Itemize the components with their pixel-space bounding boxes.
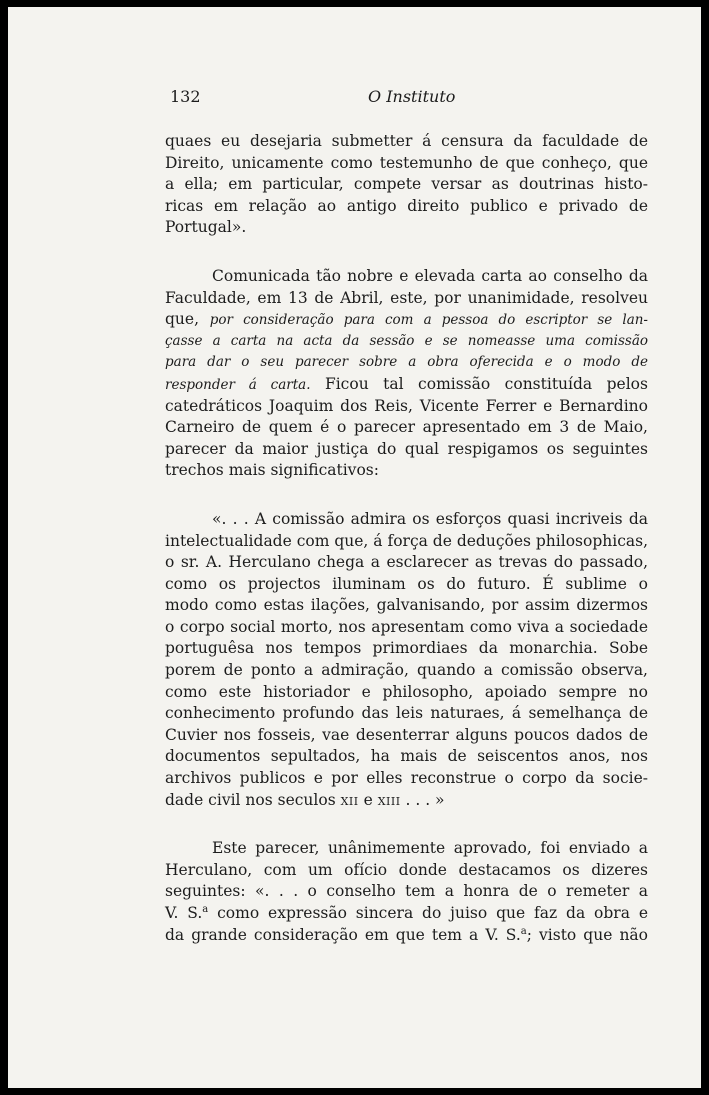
text-line: Carneiro de quem é o parecer apresentado em 3 de Maio, <box>165 418 648 437</box>
quote-line: o sr. A. Herculano chega a esclarecer as trevas do passado, <box>165 553 648 572</box>
page-body <box>165 131 648 946</box>
text-line: Direito, unicamente como testemunho de que conheço, que <box>165 153 648 172</box>
quote-line: conhecimento profundo das leis naturaes, á semelhança de <box>165 704 648 723</box>
paragraph-gap <box>165 239 648 266</box>
running-title: O Instituto <box>368 87 456 106</box>
text-line: trechos mais significativos: <box>165 461 379 480</box>
paragraph-gap <box>165 811 648 838</box>
roman-text: que, <box>165 310 200 329</box>
italic-line: para dar o seu parecer sobre a obra oferecida e o modo de <box>165 354 648 371</box>
text-line: Herculano, com um ofício donde destacamos os dizeres <box>165 860 648 879</box>
italic-text: por consideração para com a pessoa do escriptor se lan- <box>209 312 648 329</box>
text-line: Faculdade, em 13 de Abril, este, por unanimidade, resolveu <box>165 288 648 307</box>
century-numeral: XII <box>340 794 359 808</box>
quote-line: intelectualidade com que, á força de deduções philosophicas, <box>165 531 648 550</box>
text-line: Comunicada tão nobre e elevada carta ao conselho da <box>212 266 648 285</box>
quote-line: como este historiador e philosopho, apoiado sempre no <box>165 682 648 701</box>
quote-line: archivos publicos e por elles reconstrue o corpo da socie- <box>165 769 648 788</box>
quote-line: modo como estas ilações, galvanisando, por assim dizermos <box>165 596 648 615</box>
text-line: Este parecer, unânimemente aprovado, foi enviado a <box>212 839 648 858</box>
roman-text: ; visto que não <box>526 925 648 944</box>
text-line <box>165 309 648 331</box>
paragraph-1 <box>165 131 648 239</box>
page-sheet <box>8 7 701 1088</box>
quoted-passage <box>165 509 648 811</box>
text-line: Portugal». <box>165 218 247 237</box>
italic-line: çasse a carta na acta da sessão e se nomeasse uma comissão <box>165 332 648 349</box>
text-line <box>165 374 648 396</box>
page-number: 132 <box>170 87 201 106</box>
roman-text: . . . » <box>405 790 445 809</box>
century-numeral: XIII <box>377 794 401 808</box>
quote-line: «. . . A comissão admira os esforços quasi incriveis da <box>212 509 648 528</box>
roman-text: dade civil nos seculos <box>165 790 336 809</box>
scanned-page <box>8 7 701 1088</box>
italic-text: responder á carta. <box>165 376 311 393</box>
quote-line: como os projectos iluminam os do futuro. É sublime o <box>165 574 648 593</box>
roman-text: da grande consideração em que tem a V. S. <box>165 925 521 944</box>
text-line: quaes eu desejaria submetter á censura da faculdade de <box>165 132 648 150</box>
superscript: a <box>520 925 527 937</box>
text-line <box>165 903 648 925</box>
paragraph-3 <box>165 838 648 946</box>
page-header <box>170 87 648 109</box>
text-line: parecer da maior justiça do qual respigamos os seguintes <box>165 439 648 458</box>
quote-line: porem de ponto a admiração, quando a comissão observa, <box>165 661 648 680</box>
paragraph-gap <box>165 482 648 509</box>
quote-line <box>165 790 648 812</box>
roman-text: como expressão sincera do juiso que faz da obra e <box>208 904 648 922</box>
quote-line: o corpo social morto, nos apresentam como viva a sociedade <box>165 617 648 636</box>
roman-text: V. S. <box>165 904 203 922</box>
text-line: ricas em relação ao antigo direito publico e privado de <box>165 196 648 215</box>
roman-text: e <box>363 790 373 809</box>
quote-line: documentos sepultados, ha mais de seiscentos anos, nos <box>165 747 648 766</box>
superscript: a <box>202 904 209 915</box>
text-line <box>165 925 648 947</box>
roman-text: Ficou tal comissão constituída pelos <box>324 374 648 393</box>
text-line: a ella; em particular, compete versar as doutrinas histo- <box>165 175 648 194</box>
quote-line: Cuvier nos fosseis, vae desenterrar alguns poucos dados de <box>165 725 648 744</box>
quote-line: portuguêsa nos tempos primordiaes da monarchia. Sobe <box>165 639 648 658</box>
paragraph-2 <box>165 266 648 482</box>
text-line: seguintes: «. . . o conselho tem a honra de o remeter a <box>165 882 648 901</box>
text-line: catedráticos Joaquim dos Reis, Vicente Ferrer e Bernardino <box>165 396 648 415</box>
